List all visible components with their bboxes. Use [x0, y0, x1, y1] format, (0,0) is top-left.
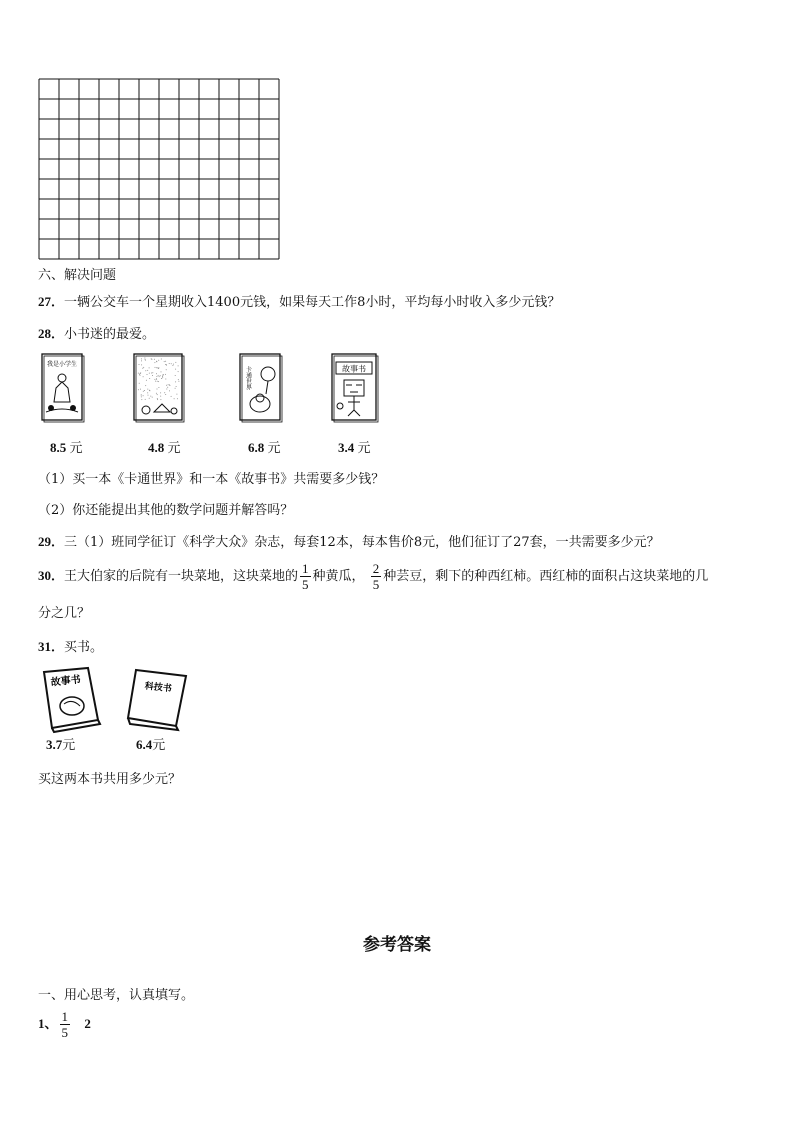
- book-price: [148, 437, 181, 456]
- book-price: [248, 437, 281, 456]
- fraction-denominator: 5: [302, 577, 309, 592]
- question-text: 一辆公交车一个星期收入1400元钱，如果每天工作8小时，平均每小时收入多少元钱？: [64, 295, 561, 310]
- price-unit: 元: [62, 738, 76, 753]
- answer-value: 2: [84, 1016, 91, 1031]
- question-text: 种芸豆，剩下的种西红柿。西红柿的面积占这块菜地的几: [383, 569, 709, 584]
- price-value: 8.5: [50, 440, 67, 455]
- book-cover-title: 故事书: [342, 364, 366, 374]
- price-unit: 元: [167, 441, 181, 456]
- answer-number: 1、: [38, 1016, 58, 1031]
- question-text: 王大伯家的后院有一块菜地，这块菜地的: [64, 569, 299, 584]
- question-30: [38, 561, 708, 592]
- fraction-denominator: 5: [61, 1025, 69, 1040]
- price-unit: 元: [152, 738, 166, 753]
- question-text: 三（1）班同学征订《科学大众》杂志，每套12本，每本售价8元，他们征订了27套，一共需要多少元？: [64, 535, 660, 550]
- book-image-dotted: [132, 352, 186, 424]
- answer-title: 参考答案: [363, 935, 431, 955]
- book-image-story: [38, 664, 102, 734]
- question-31: [38, 636, 103, 655]
- question-number: 28．: [38, 326, 65, 341]
- book-image-primary-student: [40, 352, 86, 424]
- price-value: 6.4: [136, 737, 153, 752]
- fraction-numerator: 1: [61, 1009, 69, 1024]
- fraction: [60, 1009, 71, 1040]
- book-price: [50, 437, 83, 456]
- book-image-story-book: [330, 352, 380, 424]
- price-value: 3.4: [338, 440, 355, 455]
- book-price: [136, 734, 165, 753]
- book-price: [338, 437, 371, 456]
- book-image-tech: [124, 664, 192, 734]
- price-unit: 元: [267, 441, 281, 456]
- fraction-numerator: 2: [372, 561, 380, 576]
- book-cover-title: 故事书: [50, 674, 82, 689]
- answer-1: [38, 1004, 91, 1045]
- book-cover-title: 卡通世界: [244, 366, 252, 390]
- question-27: [38, 291, 560, 310]
- book-image-cartoon-world: [238, 352, 284, 424]
- book-price: [46, 734, 75, 753]
- price-value: 3.7: [46, 737, 63, 752]
- question-text: 买书。: [64, 640, 104, 655]
- question-28-sub1: （1）买一本《卡通世界》和一本《故事书》共需要多少钱？: [38, 472, 385, 487]
- fraction-denominator: 5: [372, 577, 380, 592]
- question-number: 27．: [38, 294, 65, 309]
- question-text: 种黄瓜，: [312, 569, 365, 584]
- answer-grid: [38, 78, 280, 260]
- section-heading: 六、解决问题: [38, 268, 117, 283]
- fraction: [300, 561, 311, 592]
- question-28: [38, 323, 155, 342]
- price-unit: 元: [357, 441, 371, 456]
- question-text: 小书迷的最爱。: [64, 327, 156, 342]
- question-number: 29．: [38, 534, 65, 549]
- question-number: 31．: [38, 639, 65, 654]
- question-30-line2: 分之几？: [38, 606, 91, 621]
- question-number: 30．: [38, 568, 65, 583]
- question-31-ask: 买这两本书共用多少元？: [38, 772, 182, 787]
- price-value: 6.8: [248, 440, 265, 455]
- question-28-sub2: （2）你还能提出其他的数学问题并解答吗？: [38, 503, 294, 518]
- answer-section-heading: 一、用心思考，认真填写。: [38, 988, 195, 1003]
- fraction-numerator: 1: [302, 561, 309, 576]
- book-cover-title: 我是小学生: [46, 361, 78, 368]
- fraction: [371, 561, 382, 592]
- price-unit: 元: [69, 441, 83, 456]
- book-cover-title: 科技书: [144, 681, 173, 695]
- price-value: 4.8: [148, 440, 165, 455]
- question-29: [38, 531, 660, 550]
